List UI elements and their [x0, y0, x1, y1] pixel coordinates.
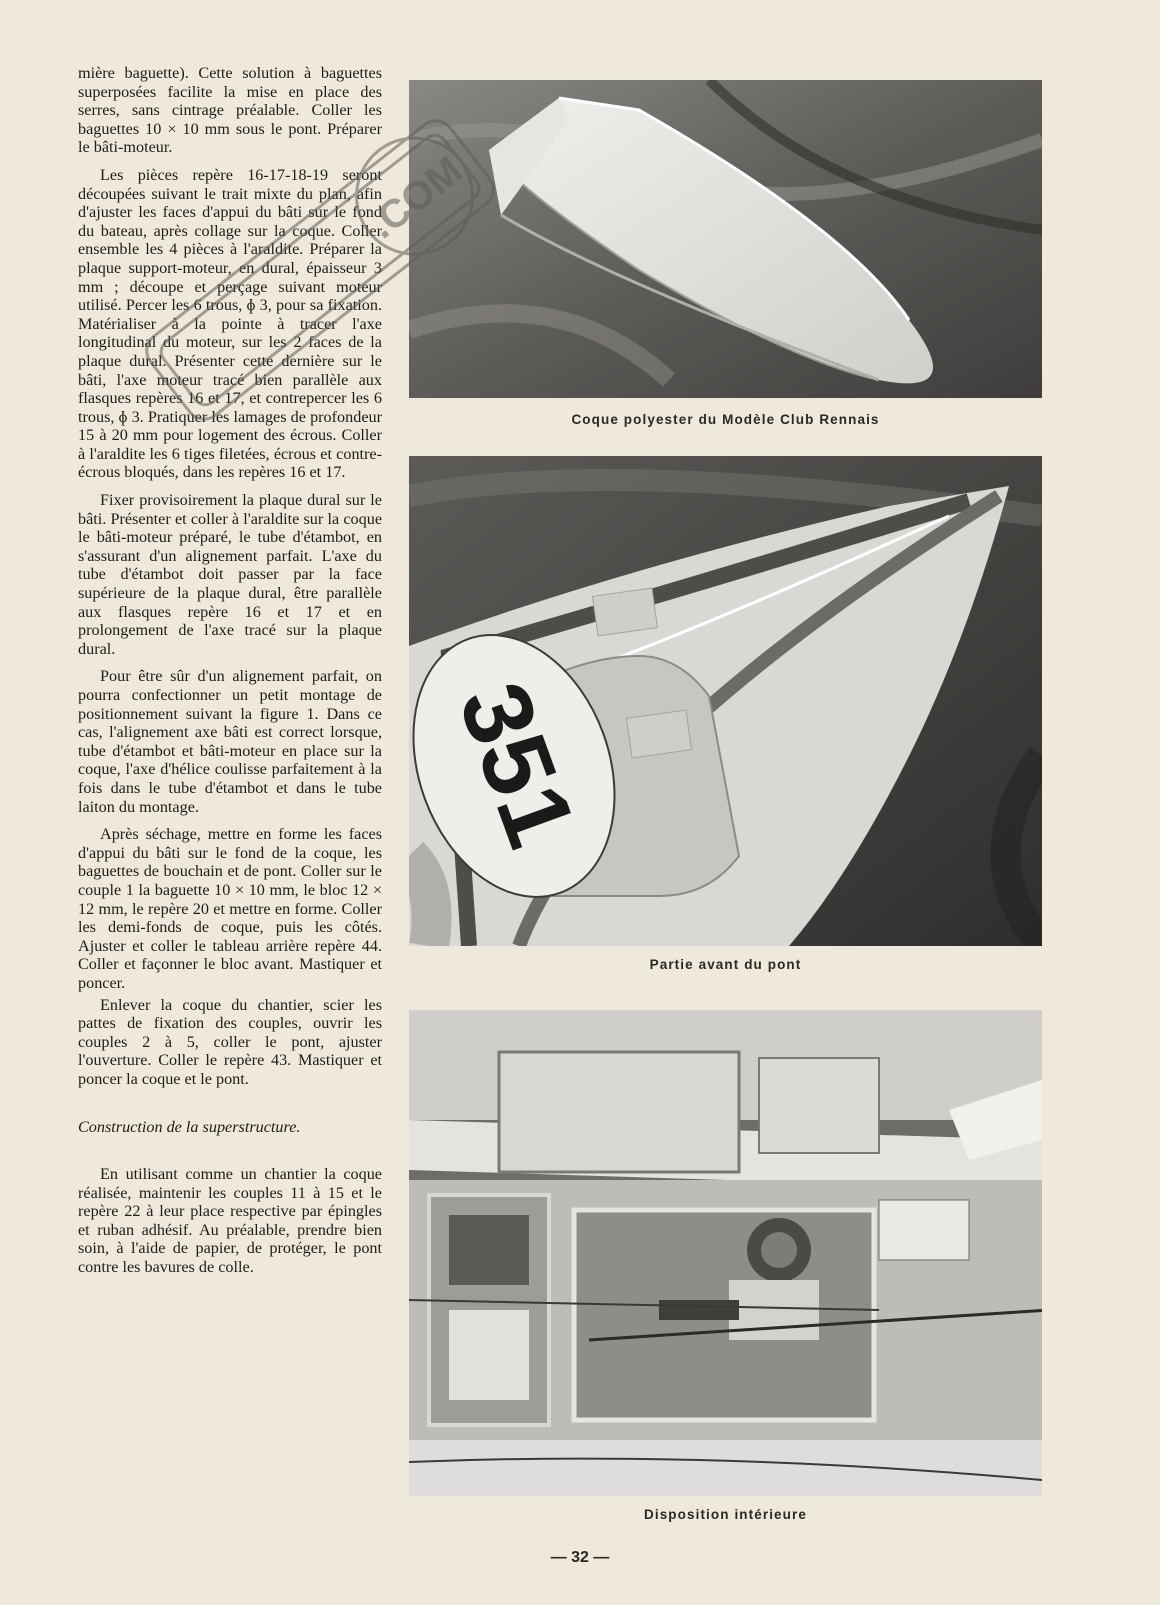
photo-interior [409, 1010, 1042, 1496]
article-paragraph: Enlever la coque du chantier, scier les pattes de fixation des couples, ouvrir les couples 2 à 5, coller le pont, ajuster l'ouverture. Coller le repère 43. Mastiquer et poncer la coque et le pont. [78, 995, 382, 1088]
article-paragraph: En utilisant comme un chantier la coque réalisée, maintenir les couples 11 à 15 et le repère 22 à leur place respective par épingles et ruban adhésif. Au préalable, prendre bien soin, à l'aide de papier, de protéger, le pont contre les bavures de colle. [78, 1165, 382, 1277]
hull-number: 351 [438, 668, 598, 861]
article-paragraph: mière baguette). Cette solution à baguettes superposées facilite la mise en place des serres, sans cintrage préalable. Coller les baguettes 10 × 10 mm sous le pont. Préparer le bâti-moteur. [78, 64, 382, 157]
section-heading: Construction de la superstructure. [78, 1118, 301, 1137]
article-paragraph: Fixer provisoirement la plaque dural sur le bâti. Présenter et coller à l'araldite sur la coque le bâti-moteur préparé, le tube d'étambot, en s'assurant d'un alignement parfait. L'axe du tube d'étambot doit passer par la face supérieure de la plaque dural, être parallèle aux flasques repère 16 et 17 et en prolongement de l'axe tracé sur la plaque dural. [78, 491, 382, 658]
photo-deck [409, 456, 1042, 946]
article-paragraph: Pour être sûr d'un alignement parfait, on pourra confectionner un petit montage de positionnement suivant la figure 1. Dans ce cas, l'alignement axe bâti est correct lorsque, tube d'étambot et bâti-moteur en place sur la coque, l'axe d'hélice coulisse parfaitement à la fois dans le tube d'étambot et dans le tube laiton du montage. [78, 667, 382, 816]
article-paragraph: Les pièces repère 16-17-18-19 seront découpées suivant le trait mixte du plan, afin d'ajuster les faces d'appui du bâti sur le fond du bateau, après collage sur la coque. Coller ensemble les 4 pièces à l'araldite. Préparer la plaque support-moteur, en dural, épaisseur 3 mm ; découpe et perçage suivant moteur utilisé. Percer les 6 trous, ɸ 3, pour sa fixation. Matérialiser à la pointe à tracer l'axe longitudinal du moteur, sur les 2 faces de la plaque dural. Présenter cette dernière sur le bâti, l'axe moteur tracé bien parallèle aux flasques repères 16 et 17, et contrepercer les 6 trous, ɸ 3. Pratiquer les lamages de profondeur 15 à 20 mm pour logement des écrous. Coller à l'araldite les 6 tiges filetées, écrous et contre-écrous bloqués, dans les repères 16 et 17. [78, 165, 382, 482]
photo-caption: Partie avant du pont [649, 957, 802, 972]
photo-caption: Disposition intérieure [644, 1507, 807, 1522]
photo-hull [409, 80, 1042, 398]
article-text-column [78, 64, 382, 1286]
photo-caption: Coque polyester du Modèle Club Rennais [571, 412, 880, 427]
watermark-text: .COM [361, 148, 471, 248]
article-paragraph: Après séchage, mettre en forme les faces d'appui du bâti sur le fond de la coque, les baguettes de bouchain et de pont. Coller sur le couple 1 la baguette 10 × 10 mm, le bloc 12 × 12 mm, le repère 20 et mettre en forme. Coller les demi-fonds de coque, puis les côtés. Ajuster et coller le tableau arrière repère 44. Coller et façonner le bloc avant. Mastiquer et poncer. [78, 825, 382, 992]
page-number: — 32 — [550, 1549, 610, 1566]
